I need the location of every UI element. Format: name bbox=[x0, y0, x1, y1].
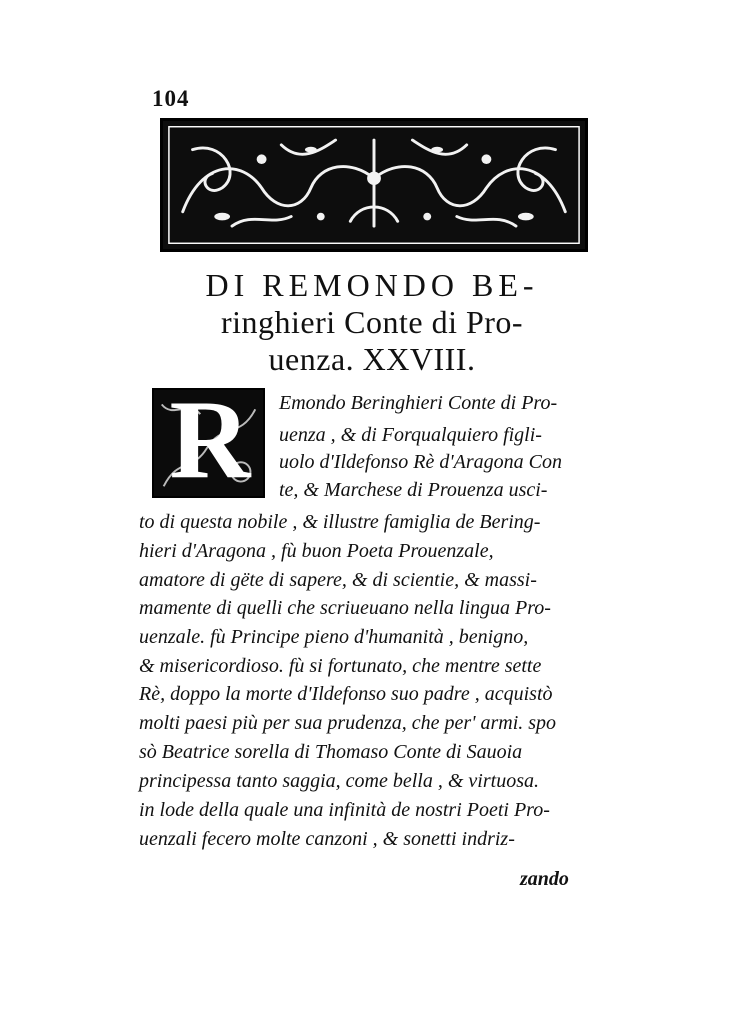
text-line: mamente di quelli che scriueuano nella lingua Pro- bbox=[139, 597, 551, 619]
text-line: principessa tanto saggia, come bella , & virtuosa. bbox=[139, 770, 539, 792]
text-line: molti paesi più per sua prudenza, che per' armi. spo bbox=[139, 712, 557, 734]
initial-letter: R bbox=[169, 388, 251, 498]
decorated-initial bbox=[152, 388, 265, 498]
text-line: amatore di gëte di sapere, & di scientie, & massi- bbox=[139, 569, 537, 591]
text-line: uenzali fecero molte canzoni , & sonetti indriz- bbox=[139, 828, 515, 850]
text-line: uenza , & di Forqualquiero figli- bbox=[279, 424, 542, 446]
text-line: hieri d'Aragona , fù buon Poeta Prouenzale, bbox=[139, 540, 494, 562]
text-line: te, & Marchese di Prouenza usci- bbox=[279, 479, 548, 501]
chapter-heading-line-2: ringhieri Conte di Pro- bbox=[220, 304, 524, 340]
text-line: to di questa nobile , & illustre famiglia de Bering- bbox=[139, 511, 541, 533]
ornamental-headpiece bbox=[160, 118, 588, 252]
text-line: sò Beatrice sorella di Thomaso Conte di Sauoia bbox=[139, 741, 523, 763]
text-line: & misericordioso. fù si fortunato, che mentre sette bbox=[139, 655, 542, 677]
chapter-heading-line-3: uenza. XXVIII. bbox=[268, 341, 476, 377]
text-line: in lode della quale una infinità de nostri Poeti Pro- bbox=[139, 799, 550, 821]
page-number: 104 bbox=[152, 86, 190, 111]
text-line: Emondo Beringhieri Conte di Pro- bbox=[279, 392, 558, 414]
text-line: uolo d'Ildefonso Rè d'Aragona Con bbox=[279, 451, 562, 473]
chapter-heading-line-1: DI REMONDO BE- bbox=[205, 267, 539, 303]
text-line: Rè, doppo la morte d'Ildefonso suo padre , acquistò bbox=[139, 683, 553, 705]
catchword: zando bbox=[520, 868, 569, 890]
text-line: uenzale. fù Principe pieno d'humanità , benigno, bbox=[139, 626, 529, 648]
